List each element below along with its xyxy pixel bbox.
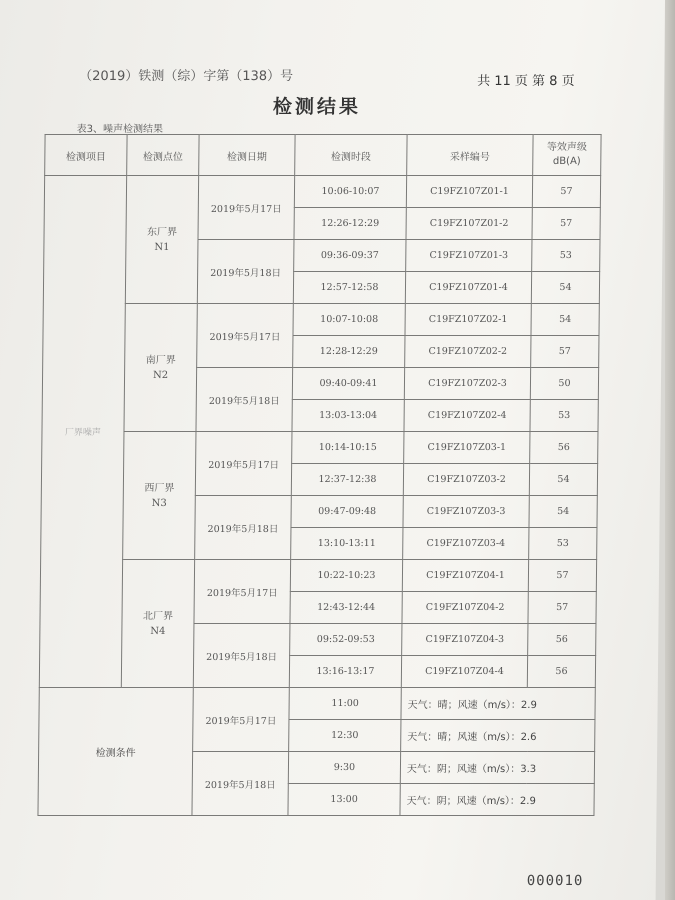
level-value-cell: 56 [528,624,596,656]
level-value-cell: 54 [531,304,599,336]
condition-time-cell: 9:30 [288,752,400,784]
condition-time-cell: 12:30 [289,720,401,752]
date-cell: 2019年5月18日 [196,368,293,432]
period-cell: 13:10-13:11 [291,528,403,560]
sample-id-cell: C19FZ107Z04-3 [402,624,528,656]
sample-id-cell: C19FZ107Z02-3 [404,368,530,400]
sample-id-cell: C19FZ107Z02-2 [405,336,531,368]
col-header-point: 检测点位 [127,135,199,176]
level-value-cell: 54 [529,464,597,496]
monitoring-point-cell: 东厂界 N1 [125,176,198,304]
condition-time-cell: 11:00 [289,688,401,720]
level-value-cell: 57 [528,592,596,624]
level-value-cell: 53 [532,240,600,272]
page-info: 共 11 页 第 8 页 [477,74,575,89]
level-value-cell: 54 [529,496,597,528]
period-cell: 09:52-09:53 [290,624,402,656]
period-cell: 12:43-12:44 [290,592,402,624]
weather-cell: 天气：晴；风速（m/s）：2.9 [401,688,595,720]
level-value-cell: 50 [530,368,598,400]
col-header-date: 检测日期 [199,135,295,176]
level-value-cell: 54 [531,272,599,304]
level-value-cell: 53 [529,528,597,560]
page-title: 检测结果 [272,96,362,118]
period-cell: 13:16-13:17 [289,656,401,688]
level-value-cell: 57 [532,176,600,208]
level-value-cell: 53 [530,400,598,432]
period-cell: 10:06-10:07 [294,176,406,208]
sample-id-cell: C19FZ107Z04-2 [402,592,528,624]
level-value-cell: 57 [528,560,596,592]
table-row [44,176,600,208]
date-cell: 2019年5月17日 [197,304,294,368]
sample-id-cell: C19FZ107Z01-1 [406,176,532,208]
date-cell: 2019年5月17日 [194,560,291,624]
col-header-period: 检测时段 [295,135,407,176]
monitoring-point-cell: 西厂界 N3 [123,432,196,560]
col-header-item: 检测项目 [45,135,127,176]
conditions-label-cell: 检测条件 [38,688,193,816]
level-value-cell: 57 [531,336,599,368]
condition-row [39,688,595,720]
table-row [42,432,598,464]
period-cell: 12:26-12:29 [294,208,406,240]
date-cell: 2019年5月17日 [198,176,295,240]
date-cell: 2019年5月18日 [193,624,290,688]
report-number: （2019）铁测（综）字第（138）号 [79,69,294,84]
table-body [38,176,601,816]
level-value-cell: 56 [527,656,595,688]
period-cell: 12:37-12:38 [291,464,403,496]
period-cell: 10:14-10:15 [292,432,404,464]
sample-id-cell: C19FZ107Z04-4 [401,656,527,688]
level-value-cell: 56 [530,432,598,464]
period-cell: 13:03-13:04 [292,400,404,432]
period-cell: 09:40-09:41 [292,368,404,400]
weather-cell: 天气：晴；风速（m/s）：2.6 [401,720,595,752]
sample-id-cell: C19FZ107Z04-1 [402,560,528,592]
condition-date-cell: 2019年5月17日 [193,688,290,752]
monitoring-point-cell: 南厂界 N2 [124,304,197,432]
date-cell: 2019年5月18日 [195,496,292,560]
table-row [40,560,596,592]
col-header-sample: 采样编号 [407,135,533,176]
period-cell: 10:22-10:23 [290,560,402,592]
weather-cell: 天气：阴；风速（m/s）：3.3 [400,752,594,784]
period-cell: 12:28-12:29 [293,336,405,368]
date-cell: 2019年5月17日 [195,432,292,496]
period-cell: 10:07-10:08 [293,304,405,336]
weather-cell: 天气：阴；风速（m/s）：2.9 [400,784,594,816]
col-header-level: 等效声级 dB(A) [533,135,601,176]
serial-number: 000010 [526,873,584,889]
sample-id-cell: C19FZ107Z03-4 [403,528,529,560]
condition-date-cell: 2019年5月18日 [192,752,289,816]
period-cell: 09:47-09:48 [291,496,403,528]
noise-result-table [37,134,601,816]
sample-id-cell: C19FZ107Z01-2 [406,208,532,240]
period-cell: 12:57-12:58 [293,272,405,304]
table-header-row [45,135,601,176]
table-row [43,304,599,336]
condition-time-cell: 13:00 [288,784,400,816]
sample-id-cell: C19FZ107Z03-3 [403,496,529,528]
monitoring-point-cell: 北厂界 N4 [121,560,194,688]
sample-id-cell: C19FZ107Z01-4 [405,272,531,304]
period-cell: 09:36-09:37 [294,240,406,272]
sample-id-cell: C19FZ107Z03-1 [404,432,530,464]
sample-id-cell: C19FZ107Z02-4 [404,400,530,432]
page-edge [665,0,675,900]
sample-id-cell: C19FZ107Z02-1 [405,304,531,336]
sample-id-cell: C19FZ107Z03-2 [403,464,529,496]
date-cell: 2019年5月18日 [197,240,294,304]
detection-item-cell: 厂界噪声 [39,176,126,688]
sample-id-cell: C19FZ107Z01-3 [406,240,532,272]
table-caption: 表3、噪声检测结果 [76,124,164,135]
level-value-cell: 57 [532,208,600,240]
